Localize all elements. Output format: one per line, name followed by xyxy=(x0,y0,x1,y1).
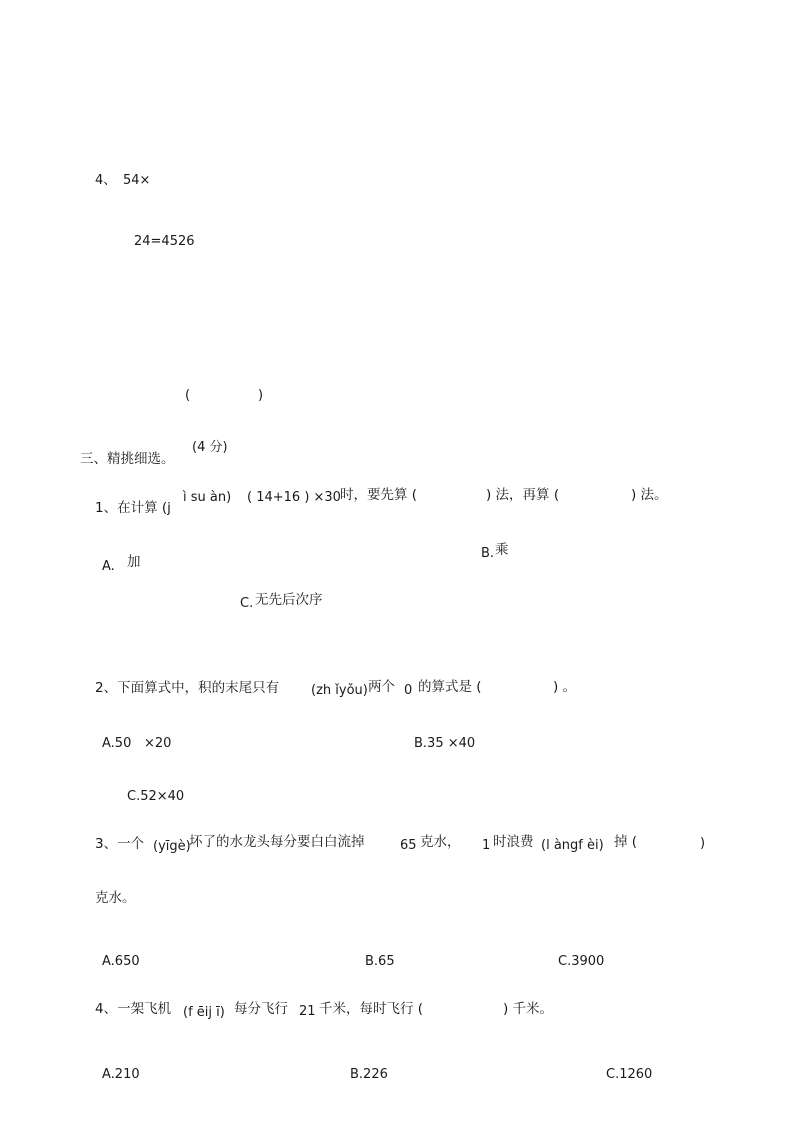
q4-tail-text: 千米，每时飞行 ( xyxy=(319,1001,424,1017)
q2-tail-text: 的算式是 ( xyxy=(418,679,482,695)
q3-number-1: 1 xyxy=(482,838,491,853)
q3-prefix: 3、一个 xyxy=(95,836,145,852)
q4-end-text: ) 千米。 xyxy=(503,1001,554,1017)
q2-option-a-part1: A.50 xyxy=(102,736,132,751)
q1-fa2-text: ) 法。 xyxy=(631,487,668,503)
q3-unit-text: 克水， xyxy=(420,834,461,850)
q4-prefix: 4、一架飞机 xyxy=(95,1001,172,1017)
q1-option-c-label: C. xyxy=(240,596,254,611)
q3-mid-text-1: 坏了的水龙头每分要白白流掉 xyxy=(189,834,365,850)
q1-option-c-text: 无先后次序 xyxy=(255,592,323,608)
q2-zero: 0 xyxy=(404,683,413,698)
q1-pinyin: ì su àn) xyxy=(183,490,232,505)
q1-option-b-text: 乘 xyxy=(495,542,509,558)
q4-option-a: A.210 xyxy=(102,1067,140,1082)
q2-option-b: B.35 ×40 xyxy=(414,736,476,751)
judge-q4-paren-close: ) xyxy=(258,388,264,403)
judge-q4-paren-open: ( xyxy=(185,388,191,403)
q3-option-c: C.3900 xyxy=(558,954,605,969)
q1-option-b-label: B. xyxy=(481,546,495,561)
q2-mid-text: 两个 xyxy=(368,679,395,695)
q2-pinyin: (zh ǐyǒu) xyxy=(311,683,368,698)
section-score: (4 分) xyxy=(192,440,228,455)
q1-option-a-text: 加 xyxy=(127,554,141,570)
q2-prefix: 2、下面算式中，积的末尾只有 xyxy=(95,680,280,696)
judge-q4-label: 4、 xyxy=(95,173,117,188)
q3-option-b: B.65 xyxy=(365,954,395,969)
judge-q4-expr-part1: 54× xyxy=(123,173,151,188)
q1-fa1-text: ) 法，再算 ( xyxy=(486,487,560,503)
q2-option-c: C.52×40 xyxy=(127,789,185,804)
q1-option-a-label: A. xyxy=(102,559,115,574)
q2-end-text: ) 。 xyxy=(553,679,577,695)
q3-number-65: 65 xyxy=(400,838,417,853)
q1-expression: ( 14+16 ) ×30 xyxy=(247,490,341,505)
q4-option-b: B.226 xyxy=(350,1067,388,1082)
q2-option-a-part2: ×20 xyxy=(144,736,172,751)
q4-number-21: 21 xyxy=(299,1004,316,1019)
q3-mid-text-3: 掉 ( xyxy=(614,834,638,850)
section-heading: 三、精挑细选。 xyxy=(80,451,175,467)
q3-pinyin-2: (l àngf èi) xyxy=(541,838,604,853)
q3-pinyin-1: (yīgè) xyxy=(153,839,191,854)
q4-option-c: C.1260 xyxy=(606,1067,653,1082)
q4-mid-text: 每分飞行 xyxy=(234,1001,288,1017)
q1-mid-text: 时，要先算 ( xyxy=(340,487,418,503)
q3-line2: 克水。 xyxy=(95,890,136,906)
judge-q4-expr-part2: 24=4526 xyxy=(134,234,195,249)
q4-pinyin: (f ēij ī) xyxy=(183,1005,225,1020)
q1-prefix: 1、在计算 (j xyxy=(95,500,171,516)
q3-mid-text-2: 时浪费 xyxy=(493,834,534,850)
q3-close-paren: ) xyxy=(700,836,706,851)
q3-option-a: A.650 xyxy=(102,954,140,969)
